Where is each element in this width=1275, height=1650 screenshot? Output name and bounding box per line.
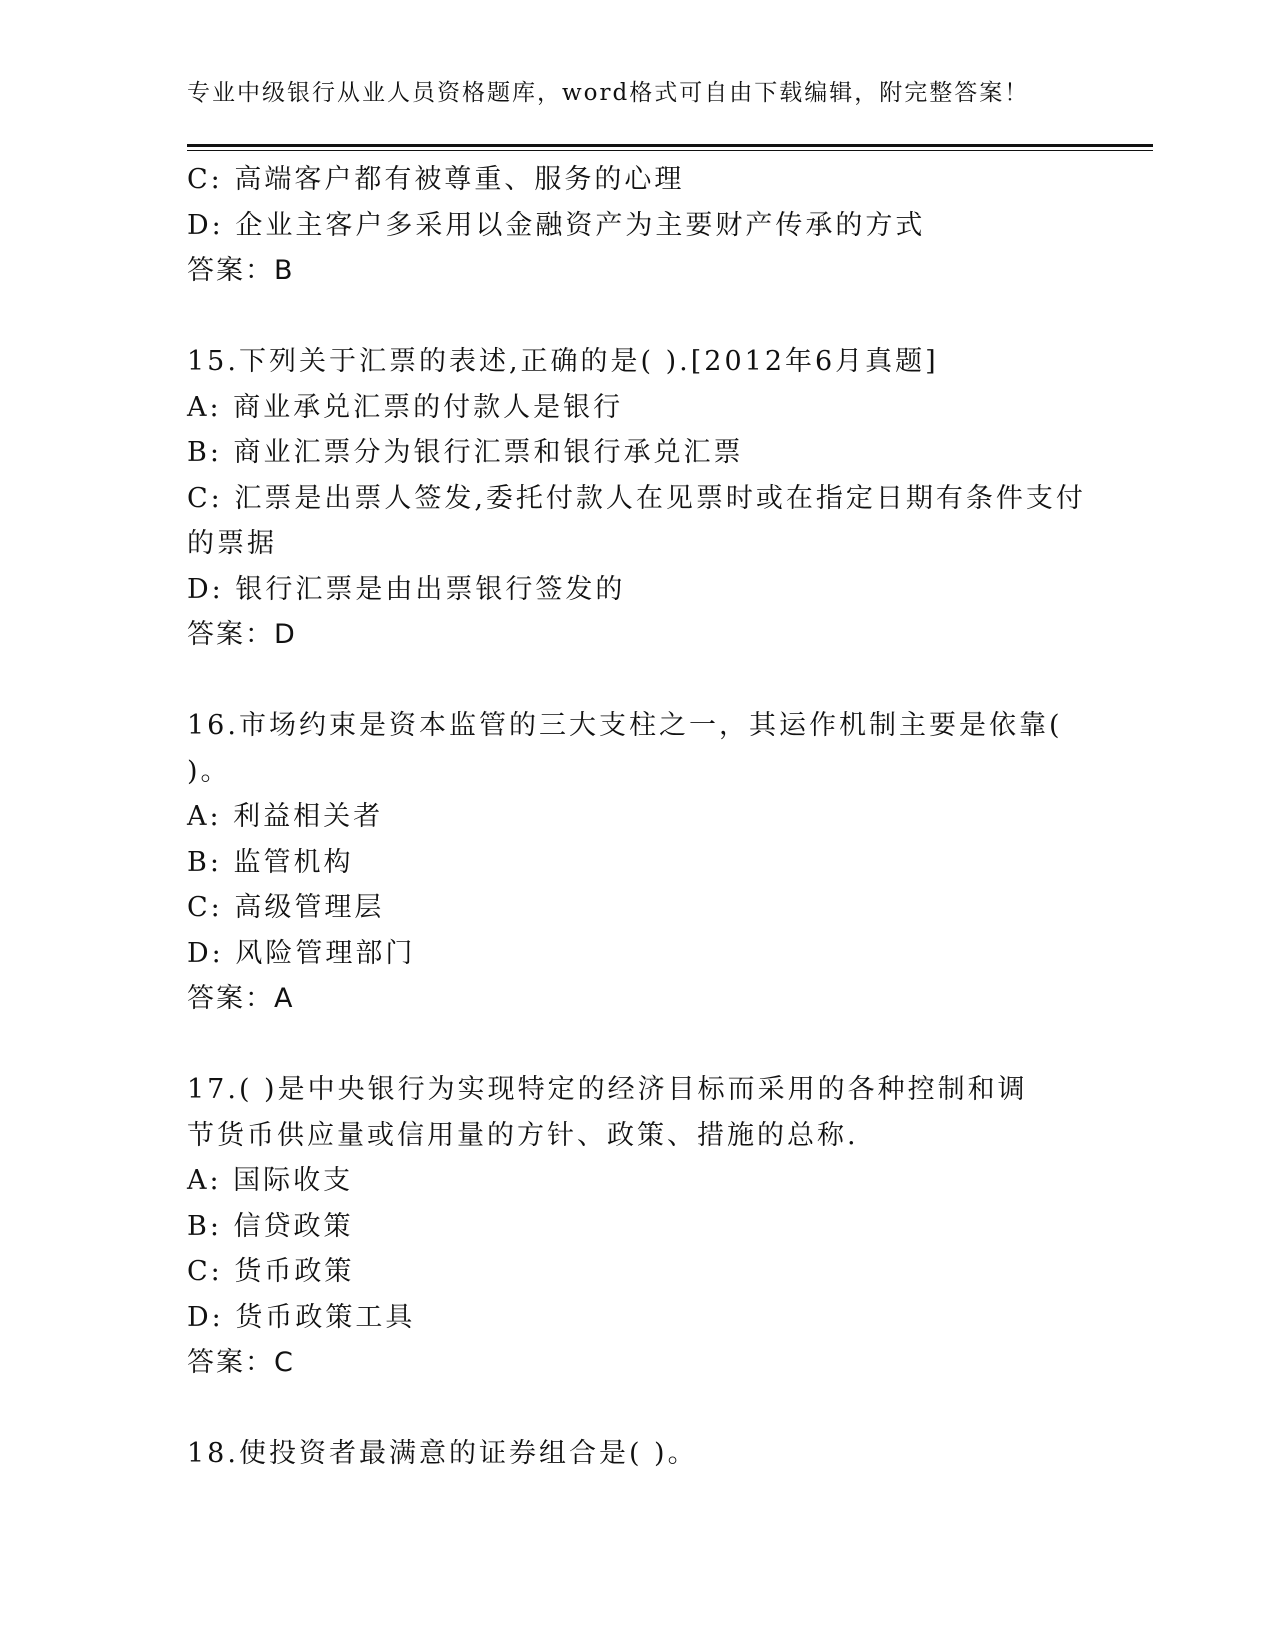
option-line: D: 风险管理部门 [187,937,416,969]
option-line: A: 利益相关者 [187,801,384,832]
question-stem: 16.市场约束是资本监管的三大支柱之一，其运作机制主要是依靠( [187,710,1063,741]
question-content [187,157,1087,1477]
question-block [187,703,1087,1022]
option-line: C: 高端客户都有被尊重、服务的心理 [187,164,685,195]
option-line: A: 国际收支 [187,1165,354,1196]
option-line-continued: 的票据 [187,528,277,559]
question-block [187,1431,1087,1477]
block-gap [187,1386,1087,1432]
option-line: C: 高级管理层 [187,892,385,923]
option-line: C: 汇票是出票人签发,委托付款人在见票时或在指定日期有条件支付 [187,482,1086,514]
answer-line: 答案：A [187,983,295,1014]
question-stem: 18.使投资者最满意的证券组合是( )。 [187,1438,698,1469]
option-line: C: 货币政策 [187,1256,355,1287]
answer-line: 答案：D [187,619,297,650]
header-rule-thin [187,150,1153,151]
option-line: B: 商业汇票分为银行汇票和银行承兑汇票 [187,437,744,468]
header-rule-thick [187,144,1153,147]
block-gap [187,658,1087,704]
option-line: D: 银行汇票是由出票银行签发的 [187,573,626,605]
question-stem: 17.( )是中央银行为实现特定的经济目标而采用的各种控制和调 [187,1074,1028,1105]
answer-line: 答案：C [187,1347,295,1378]
question-stem-continued: 节货币供应量或信用量的方针、政策、措施的总称. [187,1119,859,1151]
option-line: A: 商业承兑汇票的付款人是银行 [187,391,624,423]
question-block [187,1067,1087,1386]
option-line: D: 企业主客户多采用以金融资产为主要财产传承的方式 [187,209,926,241]
question-stem: 15.下列关于汇票的表述,正确的是( ).[2012年6月真题] [187,346,939,377]
block-gap [187,294,1087,340]
question-block [187,157,1087,294]
block-gap [187,1022,1087,1068]
option-line: B: 监管机构 [187,846,354,878]
answer-line: 答案：B [187,255,295,286]
question-block [187,339,1087,658]
option-line: D: 货币政策工具 [187,1301,416,1333]
option-line: B: 信贷政策 [187,1210,354,1242]
question-stem-continued: )。 [187,755,231,787]
page-header: 专业中级银行从业人员资格题库，word格式可自由下载编辑，附完整答案！ [187,80,1030,106]
